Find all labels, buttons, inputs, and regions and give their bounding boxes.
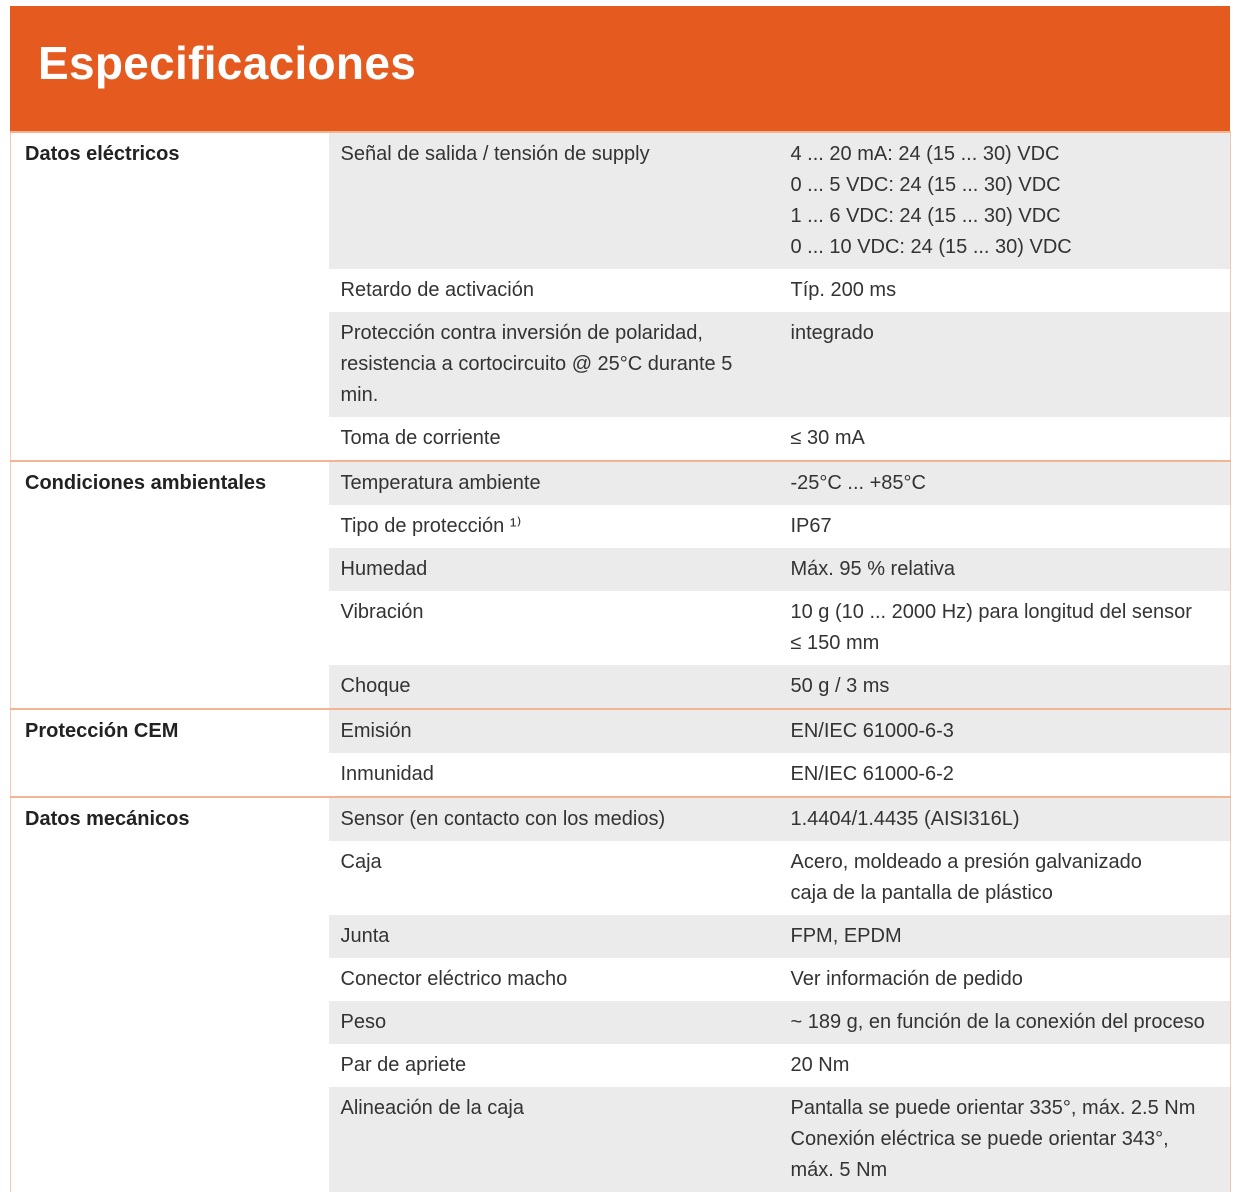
spec-value xyxy=(779,312,1231,417)
spec-value xyxy=(779,1087,1231,1192)
section-heading: Condiciones ambientales xyxy=(11,461,329,709)
spec-label xyxy=(329,797,779,841)
spec-value-line: caja de la pantalla de plástico xyxy=(790,882,1053,904)
spec-label-line: Tipo de protección ¹⁾ xyxy=(340,515,522,537)
spec-value-line: EN/IEC 61000-6-2 xyxy=(790,763,954,785)
spec-row xyxy=(11,709,1231,753)
spec-label-line: Protección contra inversión de polaridad, xyxy=(340,322,703,344)
spec-value-line: -25°C ... +85°C xyxy=(790,472,926,494)
spec-value xyxy=(779,417,1231,461)
page-title: Especificaciones xyxy=(38,36,417,89)
spec-value xyxy=(779,958,1231,1001)
spec-label-line: Temperatura ambiente xyxy=(340,472,541,494)
spec-label xyxy=(329,915,779,958)
spec-label-line: Emisión xyxy=(340,720,412,742)
spec-label-line: Toma de corriente xyxy=(340,427,501,449)
spec-value-line: Máx. 95 % relativa xyxy=(790,558,956,580)
spec-value-line: 1 ... 6 VDC: 24 (15 ... 30) VDC xyxy=(790,205,1061,227)
spec-value xyxy=(779,841,1231,915)
spec-label xyxy=(329,312,779,417)
spec-label-line: Señal de salida / tensión de supply xyxy=(340,143,650,165)
spec-label-line: Junta xyxy=(340,925,390,947)
spec-table xyxy=(10,131,1231,1192)
spec-label-line: resistencia a cortocircuito @ 25°C durante 5 min. xyxy=(340,353,733,406)
spec-value-line: 10 g (10 ... 2000 Hz) para longitud del sensor xyxy=(790,601,1192,623)
spec-value-line: 50 g / 3 ms xyxy=(790,675,890,697)
spec-value xyxy=(779,505,1231,548)
spec-label-line: Peso xyxy=(340,1011,387,1033)
section-heading: Datos mecánicos xyxy=(11,797,329,1192)
spec-value xyxy=(779,915,1231,958)
spec-value xyxy=(779,797,1231,841)
spec-value xyxy=(779,753,1231,797)
spec-value-line: 4 ... 20 mA: 24 (15 ... 30) VDC xyxy=(790,143,1060,165)
spec-label xyxy=(329,1044,779,1087)
spec-value-line: 20 Nm xyxy=(790,1054,850,1076)
spec-label-line: Par de apriete xyxy=(340,1054,467,1076)
spec-label xyxy=(329,709,779,753)
spec-value xyxy=(779,665,1231,709)
spec-value xyxy=(779,269,1231,312)
spec-value xyxy=(779,132,1231,269)
spec-value-line: Típ. 200 ms xyxy=(790,279,897,301)
spec-value xyxy=(779,1044,1231,1087)
spec-value-line: FPM, EPDM xyxy=(790,925,902,947)
spec-label-line: Inmunidad xyxy=(340,763,434,785)
spec-value xyxy=(779,709,1231,753)
spec-label xyxy=(329,958,779,1001)
spec-label-line: Humedad xyxy=(340,558,428,580)
spec-row xyxy=(11,132,1231,269)
spec-label xyxy=(329,417,779,461)
spec-value-line: 1.4404/1.4435 (AISI316L) xyxy=(790,808,1020,830)
spec-value-line: integrado xyxy=(790,322,874,344)
spec-label xyxy=(329,461,779,505)
spec-label-line: Conector eléctrico macho xyxy=(340,968,568,990)
spec-value xyxy=(779,1001,1231,1044)
spec-label xyxy=(329,665,779,709)
spec-value-line: ≤ 150 mm xyxy=(790,632,880,654)
spec-label xyxy=(329,505,779,548)
title-banner xyxy=(10,6,1230,131)
spec-value-line: ≤ 30 mA xyxy=(790,427,865,449)
section-heading: Protección CEM xyxy=(11,709,329,797)
spec-label-line: Vibración xyxy=(340,601,424,623)
spec-label xyxy=(329,753,779,797)
spec-value-line: máx. 5 Nm xyxy=(790,1159,888,1181)
spec-value xyxy=(779,548,1231,591)
spec-value-line: EN/IEC 61000-6-3 xyxy=(790,720,954,742)
spec-table-body xyxy=(11,132,1231,1192)
spec-label xyxy=(329,591,779,665)
spec-value-line: Acero, moldeado a presión galvanizado xyxy=(790,851,1142,873)
section-heading: Datos eléctricos xyxy=(11,132,329,461)
spec-label-line: Alineación de la caja xyxy=(340,1097,524,1119)
spec-label-line: Caja xyxy=(340,851,382,873)
spec-value-line: Conexión eléctrica se puede orientar 343°, xyxy=(790,1128,1169,1150)
spec-label xyxy=(329,269,779,312)
spec-value xyxy=(779,461,1231,505)
spec-row xyxy=(11,797,1231,841)
spec-value xyxy=(779,591,1231,665)
spec-label-line: Choque xyxy=(340,675,411,697)
spec-value-line: Ver información de pedido xyxy=(790,968,1023,990)
spec-sheet xyxy=(10,6,1230,1192)
spec-value-line: ~ 189 g, en función de la conexión del proceso xyxy=(790,1011,1205,1033)
spec-value-line: IP67 xyxy=(790,515,832,537)
spec-value-line: 0 ... 10 VDC: 24 (15 ... 30) VDC xyxy=(790,236,1072,258)
spec-label xyxy=(329,1087,779,1192)
spec-label xyxy=(329,132,779,269)
spec-value-line: Pantalla se puede orientar 335°, máx. 2.5 Nm xyxy=(790,1097,1196,1119)
spec-label-line: Sensor (en contacto con los medios) xyxy=(340,808,666,830)
spec-label xyxy=(329,1001,779,1044)
spec-value-line: 0 ... 5 VDC: 24 (15 ... 30) VDC xyxy=(790,174,1061,196)
spec-label xyxy=(329,841,779,915)
spec-label-line: Retardo de activación xyxy=(340,279,534,301)
spec-label xyxy=(329,548,779,591)
spec-row xyxy=(11,461,1231,505)
